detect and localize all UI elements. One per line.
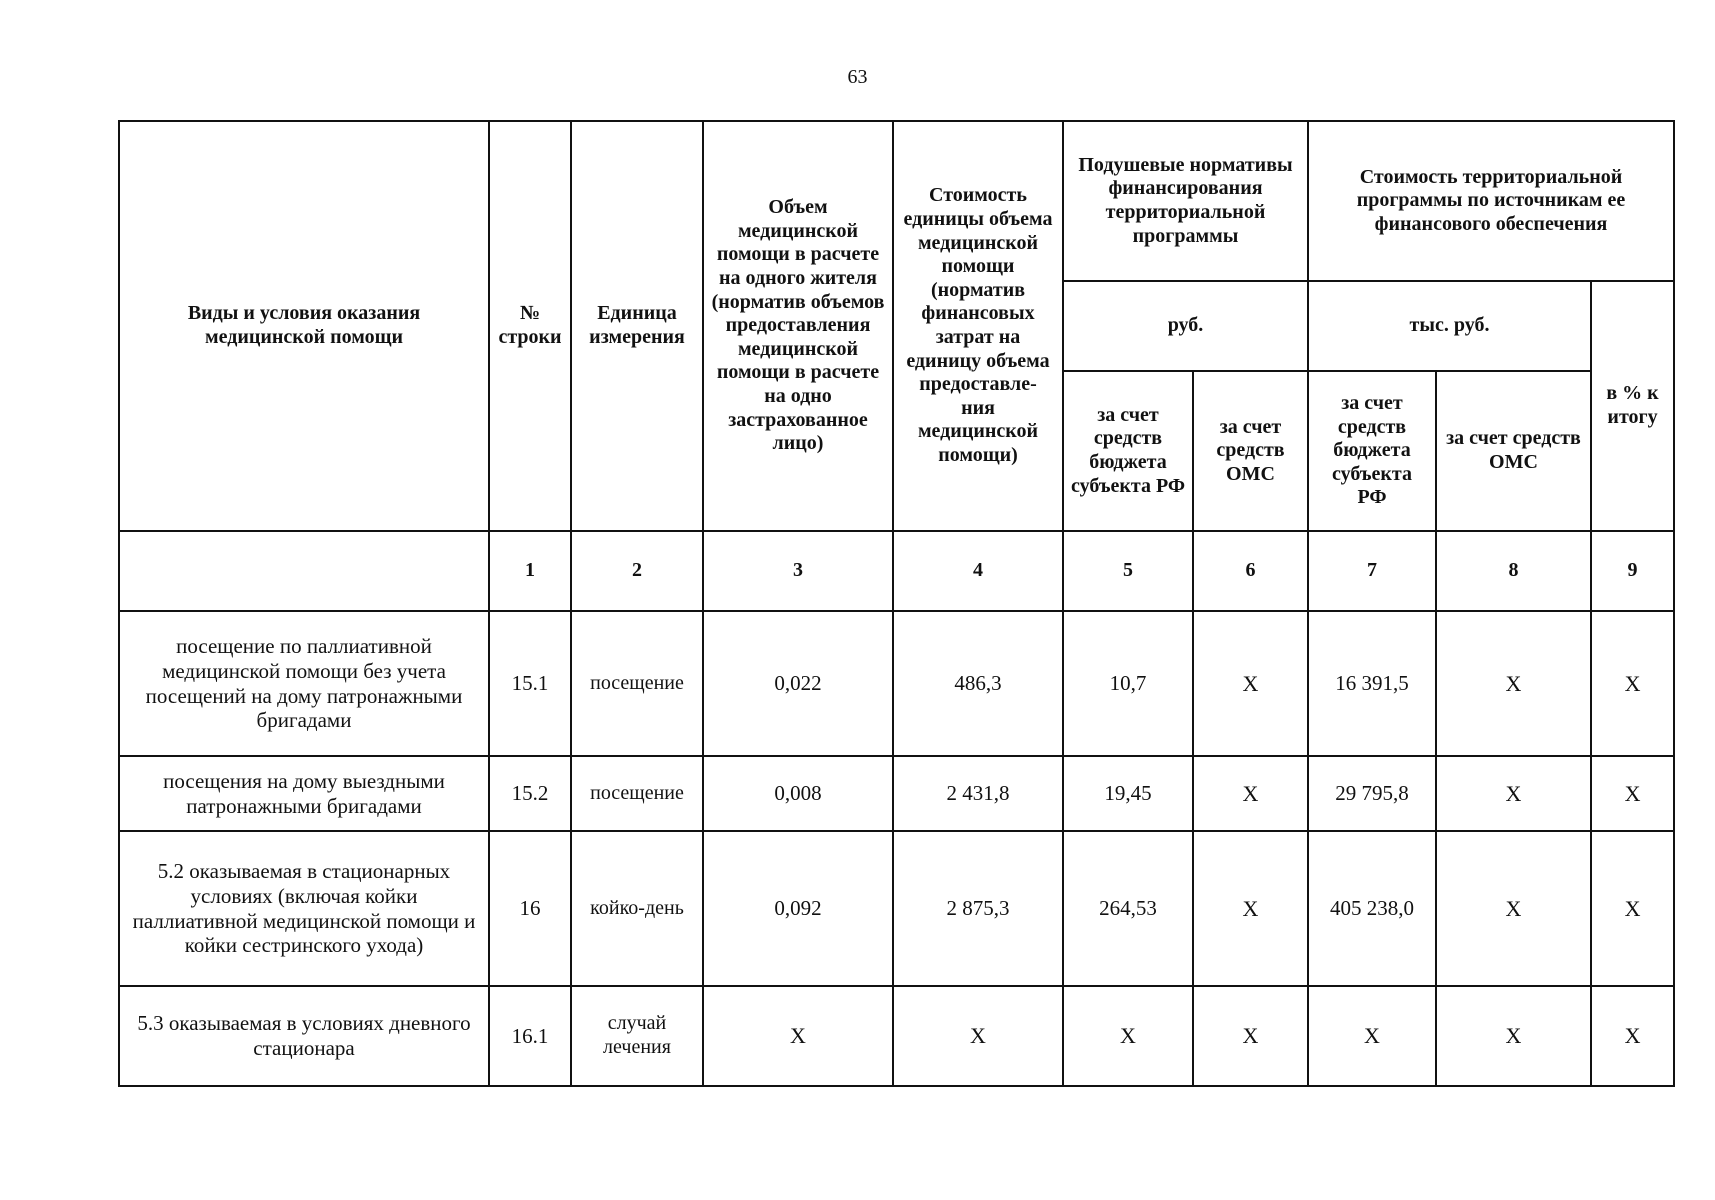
- table-container: [118, 120, 1673, 1087]
- column-index-row: [119, 531, 1674, 611]
- header-pc-oms: за счет средств ОМС: [1193, 371, 1308, 531]
- header-unit-rub: руб.: [1063, 281, 1308, 371]
- table-row: [119, 831, 1674, 986]
- row-number-cell: 15.2: [489, 756, 571, 831]
- unit-cost-cell: 486,3: [893, 611, 1063, 756]
- percent-cell: Х: [1591, 756, 1674, 831]
- column-index-cell: [119, 531, 489, 611]
- column-index-cell: 6: [1193, 531, 1308, 611]
- pc-budget-cell: 264,53: [1063, 831, 1193, 986]
- total-budget-cell: 405 238,0: [1308, 831, 1436, 986]
- volume-cell: 0,008: [703, 756, 893, 831]
- total-budget-cell: 29 795,8: [1308, 756, 1436, 831]
- column-index-cell: 1: [489, 531, 571, 611]
- column-index-cell: 9: [1591, 531, 1674, 611]
- percent-cell: Х: [1591, 986, 1674, 1086]
- column-index-cell: 8: [1436, 531, 1591, 611]
- pc-budget-cell: Х: [1063, 986, 1193, 1086]
- pc-oms-cell: Х: [1193, 831, 1308, 986]
- header-pc-budget: за счет средств бюджета субъекта РФ: [1063, 371, 1193, 531]
- unit-cell: посещение: [571, 756, 703, 831]
- care-type-cell: посещение по паллиативной медицинской помощи без учета посещений на дому патронажными бригадами: [119, 611, 489, 756]
- financing-table: [118, 120, 1675, 1087]
- unit-cost-cell: 2 875,3: [893, 831, 1063, 986]
- pc-budget-cell: 19,45: [1063, 756, 1193, 831]
- pc-oms-cell: Х: [1193, 986, 1308, 1086]
- total-budget-cell: 16 391,5: [1308, 611, 1436, 756]
- total-oms-cell: Х: [1436, 831, 1591, 986]
- header-volume: Объем медицинской помощи в расчете на одного жителя (норматив объемов предоставления медицинской помощи в расчете на одно застрахованное лицо): [703, 121, 893, 531]
- column-index-cell: 7: [1308, 531, 1436, 611]
- care-type-cell: 5.3 оказываемая в условиях дневного стационара: [119, 986, 489, 1086]
- total-oms-cell: Х: [1436, 756, 1591, 831]
- header-total-cost-group: Стоимость территориальной программы по источникам ее финансового обеспечения: [1308, 121, 1674, 281]
- unit-cell: посещение: [571, 611, 703, 756]
- table-row: [119, 756, 1674, 831]
- volume-cell: Х: [703, 986, 893, 1086]
- unit-cell: случай лечения: [571, 986, 703, 1086]
- pc-oms-cell: Х: [1193, 756, 1308, 831]
- table-body: [119, 611, 1674, 1086]
- column-index-cell: 4: [893, 531, 1063, 611]
- header-care-type: Виды и условия оказания медицинской помощи: [119, 121, 489, 531]
- header-total-oms: за счет средств ОМС: [1436, 371, 1591, 531]
- header-total-budget: за счет средств бюджета субъекта РФ: [1308, 371, 1436, 531]
- row-number-cell: 16.1: [489, 986, 571, 1086]
- volume-cell: 0,022: [703, 611, 893, 756]
- table-row: [119, 611, 1674, 756]
- unit-cost-cell: Х: [893, 986, 1063, 1086]
- unit-cell: койко-день: [571, 831, 703, 986]
- percent-cell: Х: [1591, 611, 1674, 756]
- page-number: 63: [847, 66, 868, 88]
- header-unit: Единица измерения: [571, 121, 703, 531]
- table-row: [119, 986, 1674, 1086]
- table-header: [119, 121, 1674, 611]
- total-oms-cell: Х: [1436, 986, 1591, 1086]
- header-unit-thousand-rub: тыс. руб.: [1308, 281, 1591, 371]
- header-percent: в % к итогу: [1591, 281, 1674, 531]
- care-type-cell: 5.2 оказываемая в стационарных условиях (включая койки паллиативной медицинской помощи и койки сестринского ухода): [119, 831, 489, 986]
- row-number-cell: 15.1: [489, 611, 571, 756]
- unit-cost-cell: 2 431,8: [893, 756, 1063, 831]
- column-index-cell: 5: [1063, 531, 1193, 611]
- percent-cell: Х: [1591, 831, 1674, 986]
- header-row-number: № строки: [489, 121, 571, 531]
- total-oms-cell: Х: [1436, 611, 1591, 756]
- pc-budget-cell: 10,7: [1063, 611, 1193, 756]
- header-unit-cost: Стоимость единицы объема медицинской помощи (норматив финансовых затрат на единицу объема предоставле- ния медицинской помощи): [893, 121, 1063, 531]
- volume-cell: 0,092: [703, 831, 893, 986]
- pc-oms-cell: Х: [1193, 611, 1308, 756]
- row-number-cell: 16: [489, 831, 571, 986]
- total-budget-cell: Х: [1308, 986, 1436, 1086]
- column-index-cell: 3: [703, 531, 893, 611]
- header-per-capita-group: Подушевые нормативы финансирования территориальной программы: [1063, 121, 1308, 281]
- care-type-cell: посещения на дому выездными патронажными бригадами: [119, 756, 489, 831]
- column-index-cell: 2: [571, 531, 703, 611]
